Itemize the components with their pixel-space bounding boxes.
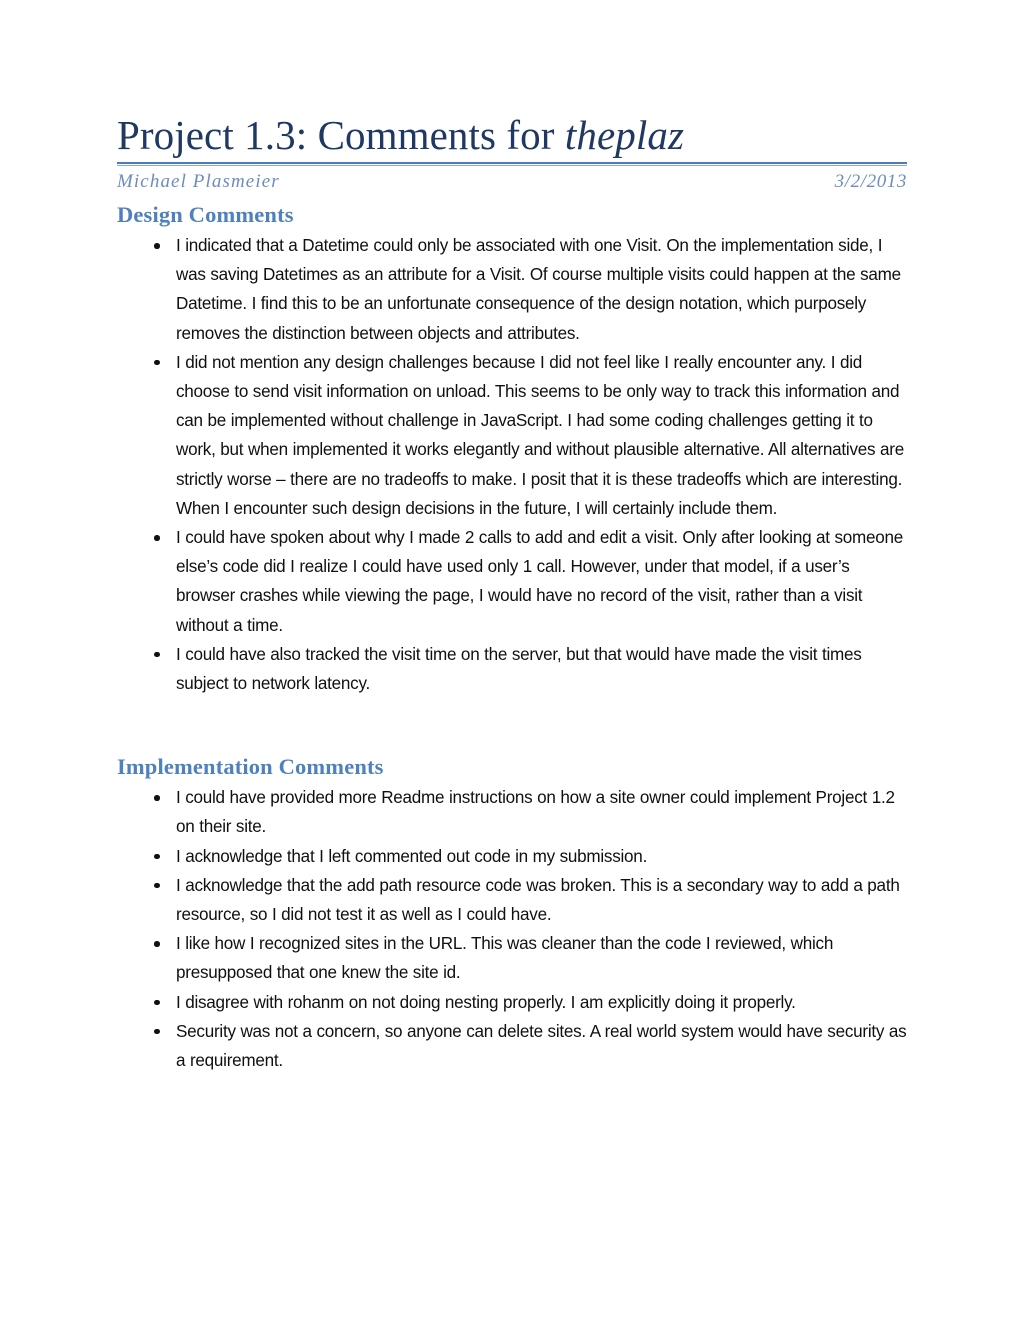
- list-item: I could have provided more Readme instructions on how a site owner could implement Project 1.2 on their site.: [117, 783, 907, 841]
- bullet-list-implementation: [117, 783, 907, 1075]
- page-title-prefix: Project 1.3: Comments for: [117, 112, 565, 158]
- list-item: I like how I recognized sites in the URL. This was cleaner than the code I reviewed, which presupposed that one knew the site id.: [117, 929, 907, 987]
- title-divider: [117, 162, 907, 164]
- list-item: I could have spoken about why I made 2 calls to add and edit a visit. Only after looking at someone else’s code did I realize I could have used only 1 call. However, under that model, if a user’s browser crashes while viewing the page, I would have no record of the visit, rather than a visit without a time.: [117, 523, 907, 640]
- section-implementation-comments: [117, 753, 907, 1075]
- list-item: I disagree with rohanm on not doing nesting properly. I am explicitly doing it properly.: [117, 988, 907, 1017]
- list-item: I acknowledge that I left commented out code in my submission.: [117, 842, 907, 871]
- section-heading-design: Design Comments: [117, 202, 294, 227]
- list-item: I did not mention any design challenges because I did not feel like I really encounter any. I did choose to send visit information on unload. This seems to be only way to track this information and can be implemented without challenge in JavaScript. I had some coding challenges getting it to work, but when implemented it works elegantly and without plausible alternative. All alternatives are strictly worse – there are no tradeoffs to make. I posit that it is these tradeoffs which are interesting. When I encounter such design decisions in the future, I will certainly include them.: [117, 348, 907, 523]
- list-item: I acknowledge that the add path resource code was broken. This is a secondary way to add a path resource, so I did not test it as well as I could have.: [117, 871, 907, 929]
- list-item: I indicated that a Datetime could only be associated with one Visit. On the implementation side, I was saving Datetimes as an attribute for a Visit. Of course multiple visits could happen at the same Datetime. I find this to be an unfortunate consequence of the design notation, which purposely removes the distinction between objects and attributes.: [117, 231, 907, 348]
- page-title: [117, 112, 907, 162]
- author-name: Michael Plasmeier: [117, 171, 280, 192]
- list-item: Security was not a concern, so anyone can delete sites. A real world system would have security as a requirement.: [117, 1017, 907, 1075]
- byline: [117, 169, 907, 195]
- document-date: 3/2/2013: [834, 171, 907, 192]
- title-divider-secondary: [117, 165, 907, 166]
- section-design-comments: [117, 201, 907, 698]
- page-title-subject: theplaz: [564, 112, 684, 158]
- bullet-list-design: [117, 231, 907, 698]
- document-body: [117, 112, 907, 1075]
- list-item: I could have also tracked the visit time on the server, but that would have made the visit times subject to network latency.: [117, 640, 907, 698]
- section-heading-implementation: Implementation Comments: [117, 754, 384, 780]
